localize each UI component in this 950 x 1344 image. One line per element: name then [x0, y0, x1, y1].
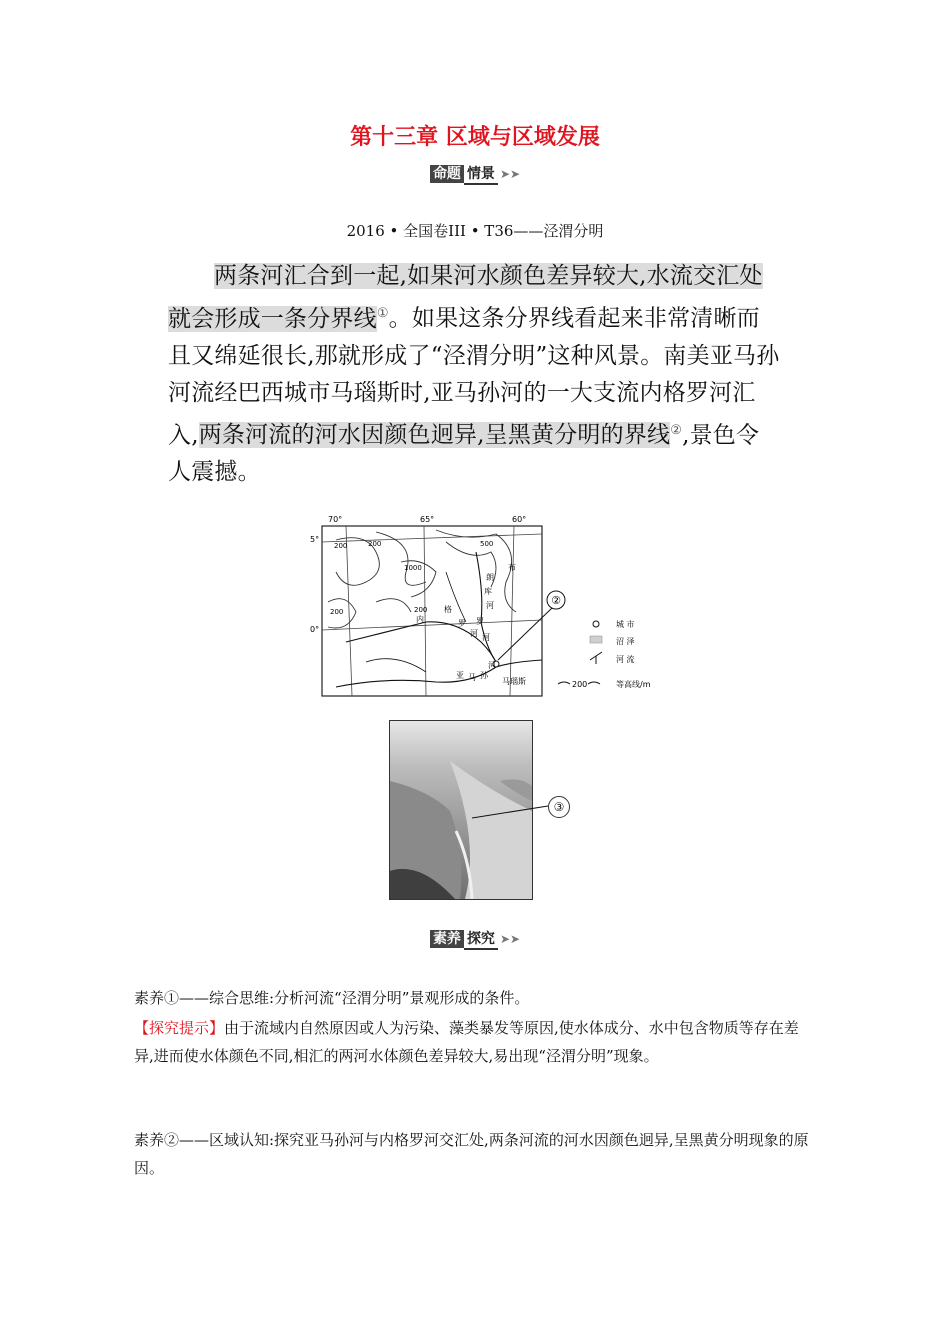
amazon-map: [306, 512, 666, 702]
lat-label: 0°: [310, 625, 320, 634]
legend-label: 等高线/m: [616, 680, 651, 689]
highlight-2: 两条河流的河水因颜色迥异,呈黑黄分明的界线: [198, 422, 671, 449]
legend-city-symbol: [593, 621, 599, 627]
section-badge-inquiry: [0, 928, 950, 950]
badge-light-part: 探究: [464, 930, 498, 950]
contour-value: 200: [368, 540, 382, 548]
legend-marsh-symbol: [590, 636, 602, 643]
photo-pointer: [472, 800, 552, 820]
river-label: 格: [444, 605, 452, 614]
river-label: 布: [508, 563, 516, 572]
passage-text-end: ,景色令人震撼。: [168, 422, 760, 486]
legend-label: 河 流: [616, 655, 635, 664]
photo-marker: ③: [548, 796, 570, 818]
badge-light-part: 情景: [464, 165, 498, 185]
river-label: 河: [470, 629, 478, 638]
legend-label: 200: [572, 680, 588, 689]
lon-label: 60°: [512, 515, 527, 524]
chapter-title: 第十三章 区域与区域发展: [350, 124, 600, 150]
river-label: 罗: [476, 617, 484, 626]
hint-tag: 【探究提示】: [134, 1019, 225, 1037]
river-label: 朗: [486, 573, 494, 582]
inquiry-item-2: 素养②——区域认知:探究亚马孙河与内格罗河交汇处,两条河流的河水因颜色迥异,呈黑黄分明现象的原因。: [134, 1131, 809, 1177]
contour-value: 200: [414, 606, 428, 614]
legend-label: 城 市: [616, 620, 635, 629]
contour-value: 200: [330, 608, 344, 616]
city-label: 马瑙斯: [502, 677, 526, 686]
double-chevron-icon: ➤➤: [499, 932, 521, 946]
marker-2: ②: [670, 422, 683, 438]
hint-text: 由于流域内自然原因或人为污染、藻类暴发等原因,使水体成分、水中包含物质等存在差异,进而使水体颜色不同,相汇的两河水体颜色差异较大,易出现“泾渭分明”现象。: [134, 1019, 799, 1065]
highlight-1: 两条河汇合到一起,如果河水颜色差异较大,水流交汇处就会形成一条分界线: [168, 263, 763, 332]
river-label: 库: [484, 587, 492, 596]
section-badge-scenario: [0, 163, 950, 185]
river-label: 河: [486, 601, 494, 610]
lon-label: 70°: [328, 515, 343, 524]
lon-label: 65°: [420, 515, 435, 524]
map-marker-label: ②: [551, 594, 561, 607]
river-label: 内: [416, 615, 424, 624]
contour-value: 500: [480, 540, 494, 548]
contour-value: 200: [334, 542, 348, 550]
river-label: 孙: [480, 671, 488, 680]
legend-river-symbol: [590, 652, 602, 664]
exam-source: 2016 • 全国卷III • T36——泾渭分明: [346, 222, 604, 240]
river-label: 河: [482, 633, 490, 642]
inquiry-hint: [134, 1014, 814, 1070]
passage-text-b: 。如果这条分界线看起来非常清晰而且又绵延很长,那就形成了“泾渭分明”这种风景。南美亚马孙河流经巴西城市马瑙斯时,亚马孙河的一大支流内格罗河汇入,: [168, 305, 780, 449]
river-label: 亚: [456, 671, 464, 680]
badge-dark-part: 命题: [430, 165, 464, 183]
marker-1: ①: [376, 306, 389, 321]
river-label: 马: [468, 673, 476, 682]
lat-label: 5°: [310, 535, 320, 544]
river-label: 河: [488, 661, 496, 670]
contour-value: 1000: [404, 564, 422, 572]
scenario-passage: [168, 258, 782, 491]
legend-label: 沼 泽: [616, 637, 635, 646]
double-chevron-icon: ➤➤: [499, 167, 521, 181]
inquiry-item-1: 素养①——综合思维:分析河流“泾渭分明”景观形成的条件。: [134, 989, 530, 1007]
river-label: 罗: [458, 619, 466, 628]
badge-dark-part: 素养: [430, 930, 464, 948]
